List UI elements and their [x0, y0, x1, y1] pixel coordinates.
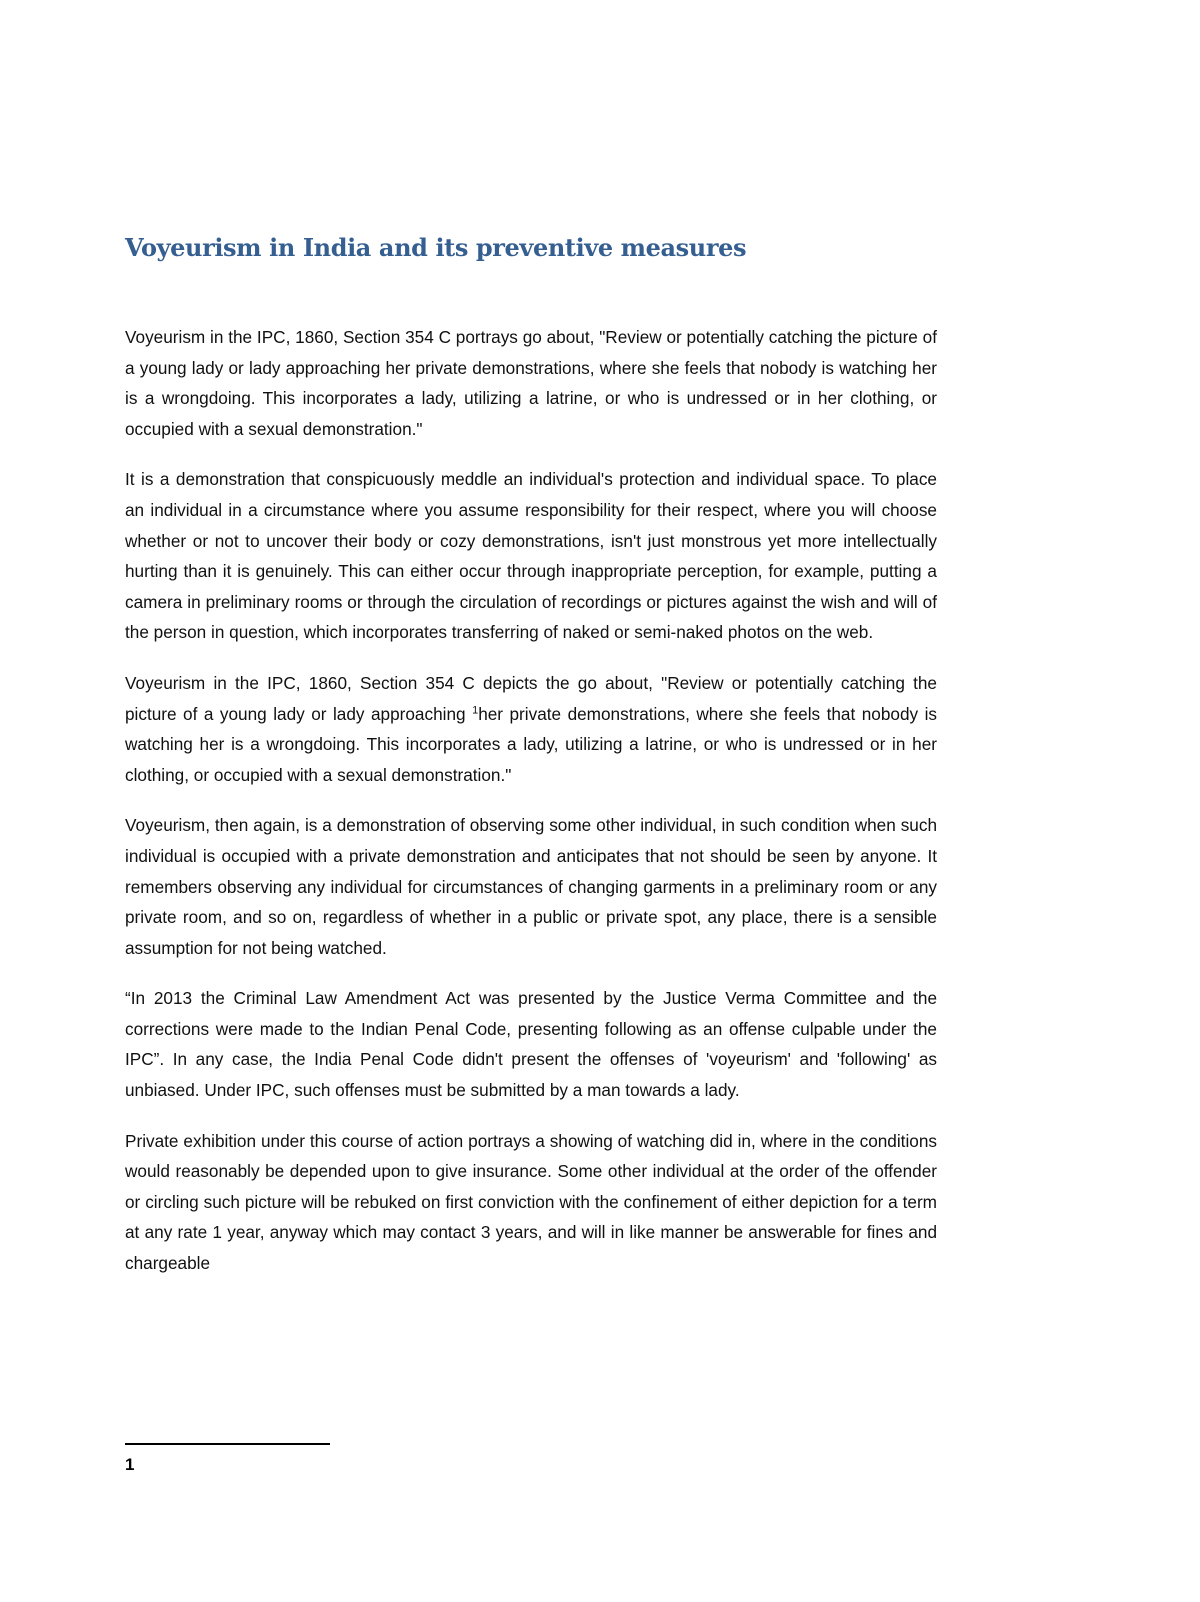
- paragraph-6: Private exhibition under this course of action portrays a showing of watching did in, where in the conditions would reasonably be depended upon to give insurance. Some other individual at the order of the offender or circling such picture will be rebuked on first conviction with the confinement of either depiction for a term at any rate 1 year, anyway which may contact 3 years, and will in like manner be answerable for fines and chargeable: [125, 1130, 937, 1274]
- footnote-reference: 1: [472, 703, 479, 716]
- paragraph-2: It is a demonstration that conspicuously meddle an individual's protection and individual space. To place an individual in a circumstance where you assume responsibility for their respect, where you will choose whether or not to uncover their body or cozy demonstrations, isn't just monstrous yet more intellectually hurting than it is genuinely. This can either occur through inappropriate perception, for example, putting a camera in preliminary rooms or through the circulation of recordings or pictures against the wish and will of the person in question, which incorporates transferring of naked or semi-naked photos on the web.: [125, 469, 937, 643]
- footnote-separator: [125, 1443, 330, 1445]
- paragraph-3: [125, 668, 937, 790]
- paragraph-3-text-before: Voyeurism in the IPC, 1860, Section 354 C depicts the go about, "Review or potentially catching the picture of a young lady or lady approaching: [125, 672, 937, 724]
- paragraph-5: “In 2013 the Criminal Law Amendment Act was presented by the Justice Verma Committee and the corrections were made to the Indian Penal Code, presenting following as an offense culpable under the IPC”. In any case, the India Penal Code didn't present the offenses of 'voyeurism' and 'following' as unbiased. Under IPC, such offenses must be submitted by a man towards a lady.: [125, 988, 937, 1101]
- paragraph-3-text-after: her private demonstrations, where she feels that nobody is watching her is a wrongdoing. This incorporates a lady, utilizing a latrine, or who is undressed or in her clothing, or occupied with a sexual demonstration.": [125, 703, 937, 785]
- footnote-number: 1: [125, 1455, 135, 1474]
- paragraph-1: Voyeurism in the IPC, 1860, Section 354 C portrays go about, "Review or potentially catching the picture of a young lady or lady approaching her private demonstrations, where she feels that nobody is watching her is a wrongdoing. This incorporates a lady, utilizing a latrine, or who is undressed or in her clothing, or occupied with a sexual demonstration.": [125, 327, 937, 439]
- document-body: [125, 322, 937, 1299]
- document-title: Voyeurism in India and its preventive measures: [125, 233, 747, 262]
- paragraph-4: Voyeurism, then again, is a demonstration of observing some other individual, in such condition when such individual is occupied with a private demonstration and anticipates that not should be seen by anyone. It remembers observing any individual for circumstances of changing garments in a preliminary room or any private room, and so on, regardless of whether in a public or private spot, any place, there is a sensible assumption for not being watched.: [125, 815, 937, 958]
